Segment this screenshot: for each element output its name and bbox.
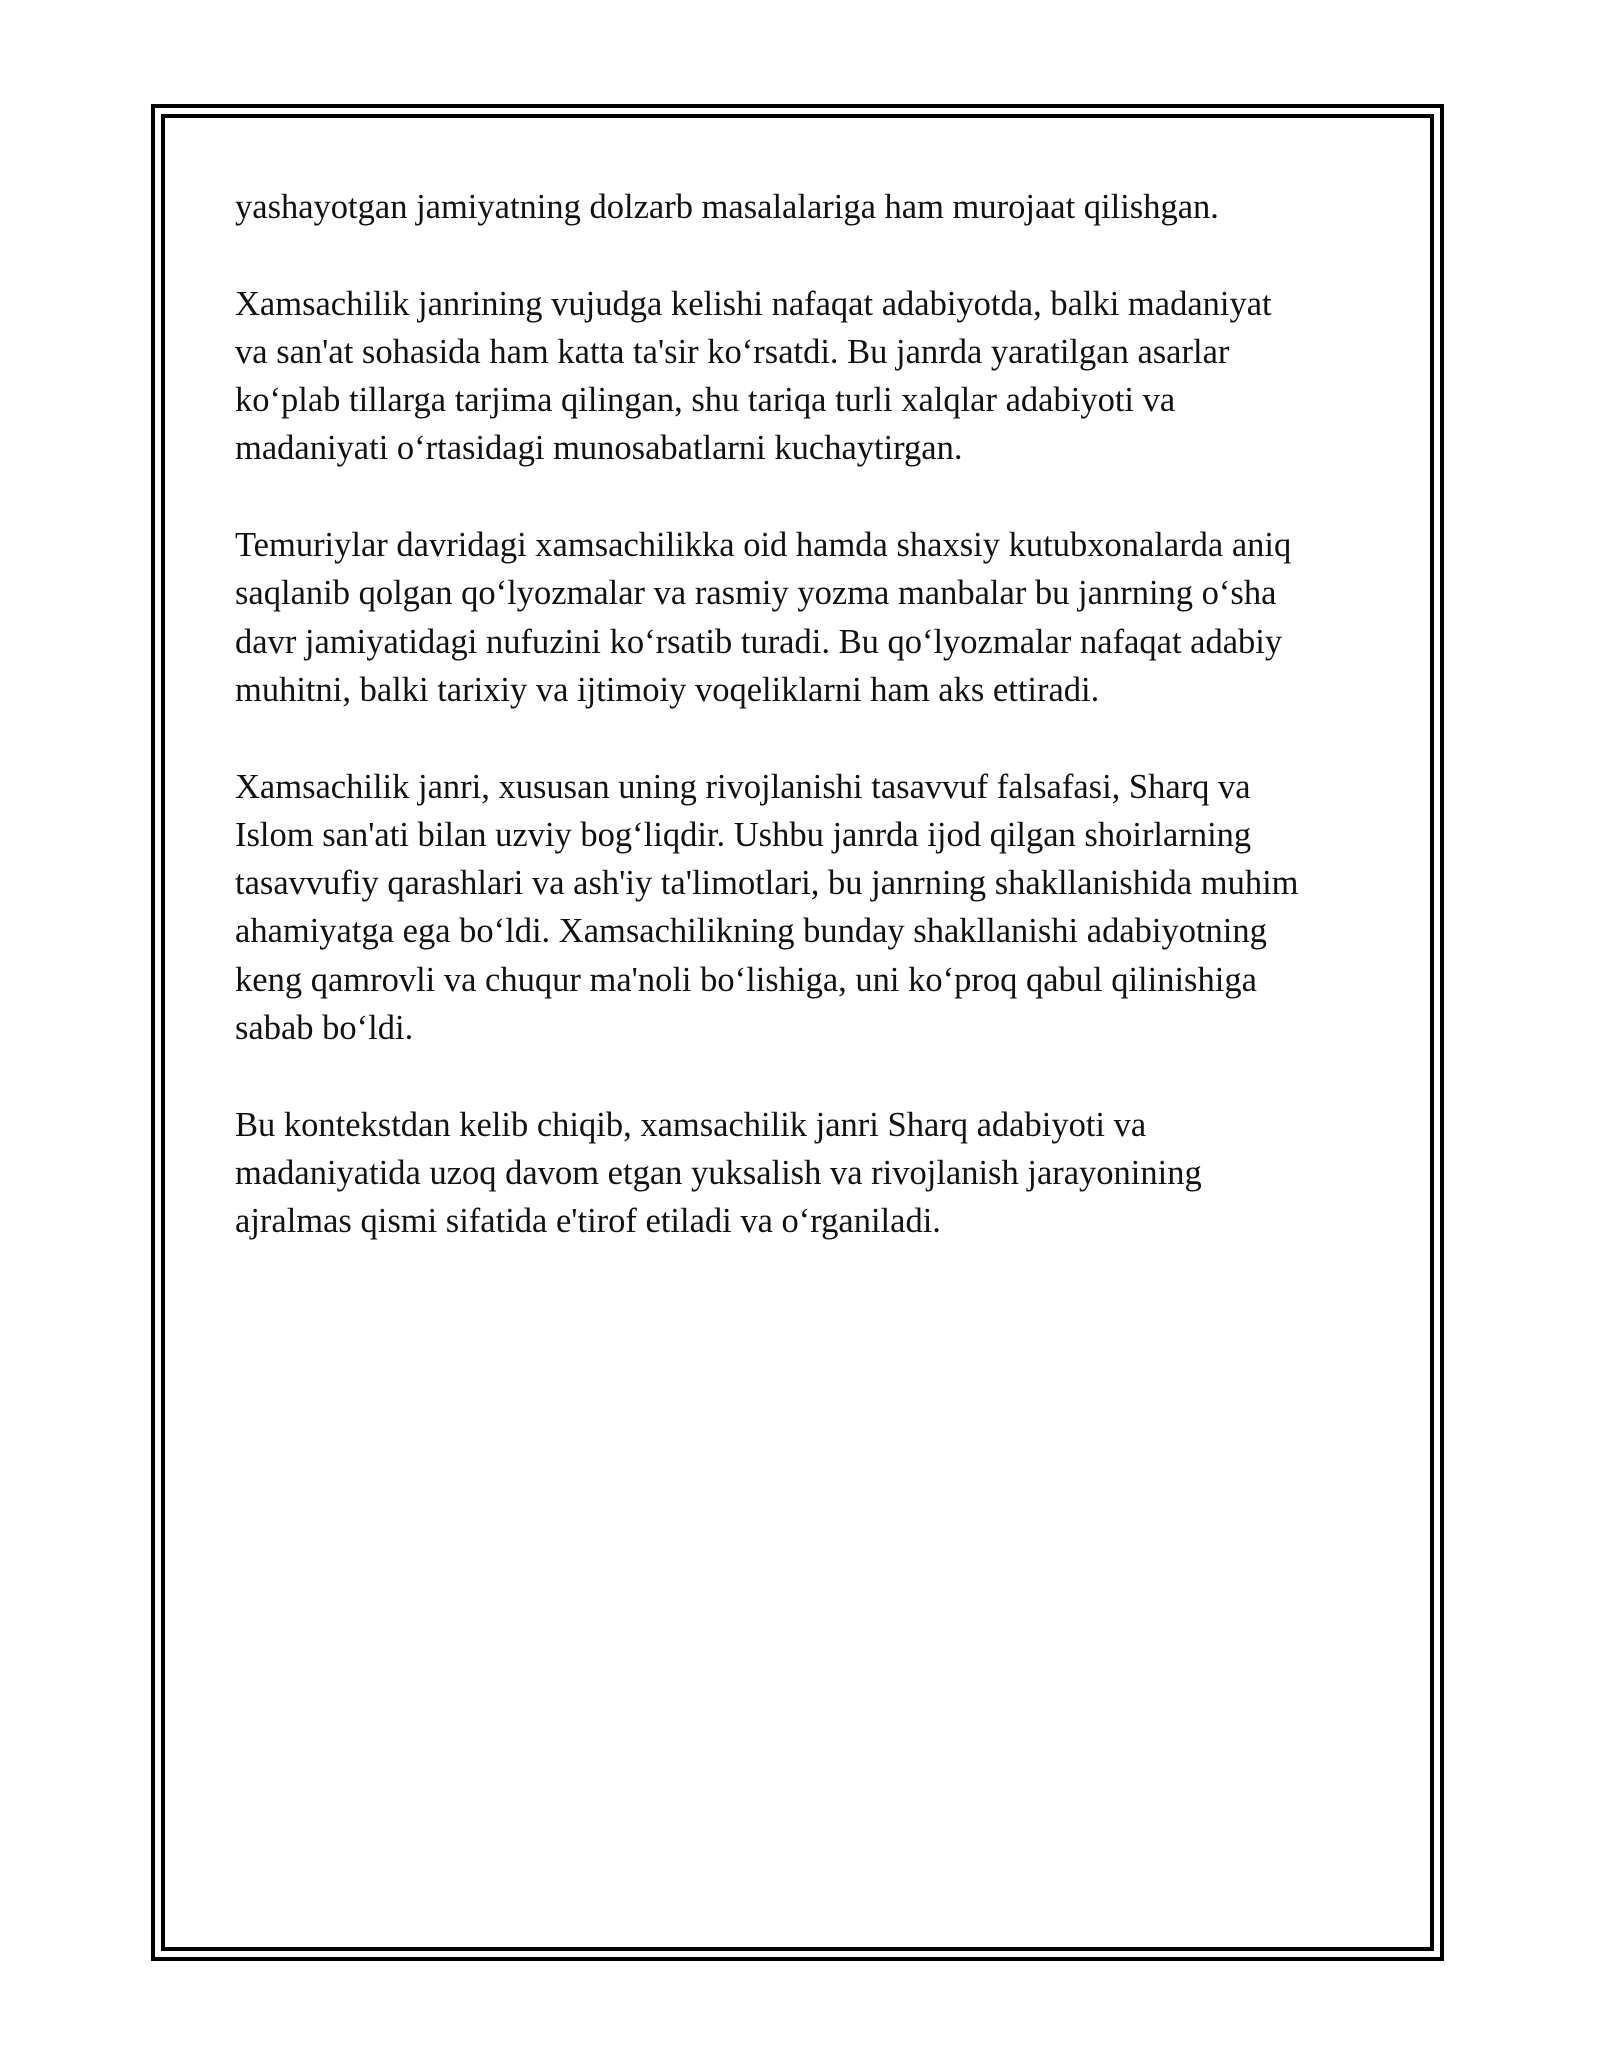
paragraph-3: Temuriylar davridagi xamsachilikka oid hamda shaxsiy kutubxonalarda aniq saqlanib qolgan qo‘lyozmalar va rasmiy yozma manbalar bu janrning o‘sha davr jamiyatidagi nufuzini ko‘rsatib turadi. Bu qo‘lyozmalar nafaqat adabiy muhitni, balki tarixiy va ijtimoiy voqeliklarni ham aks ettiradi. — [235, 526, 1292, 709]
document-body — [235, 183, 1365, 1294]
paragraph-2: Xamsachilik janrining vujudga kelishi nafaqat adabiyotda, balki madaniyat va san'at sohasida ham katta ta'sir ko‘rsatdi. Bu janrda yaratilgan asarlar ko‘plab tillarga tarjima qilingan, shu tariqa turli xalqlar adabiyoti va madaniyati o‘rtasidagi munosabatlarni kuchaytirgan. — [235, 284, 1272, 468]
paragraph-5: Bu kontekstdan kelib chiqib, xamsachilik janri Sharq adabiyoti va madaniyatida uzoq davom etgan yuksalish va rivojlanish jarayonining ajralmas qismi sifatida e'tirof etiladi va o‘rganiladi. — [235, 1105, 1202, 1241]
paragraph-4: Xamsachilik janri, xususan uning rivojlanishi tasavvuf falsafasi, Sharq va Islom san'ati bilan uzviy bog‘liqdir. Ushbu janrda ijod qilgan shoirlarning tasavvufiy qarashlari va ash'iy ta'limotlari, bu janrning shakllanishida muhim ahamiyatga ega bo‘ldi. Xamsachilikning bunday shakllanishi adabiyotning keng qamrovli va chuqur ma'noli bo‘lishiga, uni ko‘proq qabul qilinishiga sabab bo‘ldi. — [235, 767, 1299, 1048]
paragraph-1: yashayotgan jamiyatning dolzarb masalalariga ham murojaat qilishgan. — [235, 188, 1219, 226]
